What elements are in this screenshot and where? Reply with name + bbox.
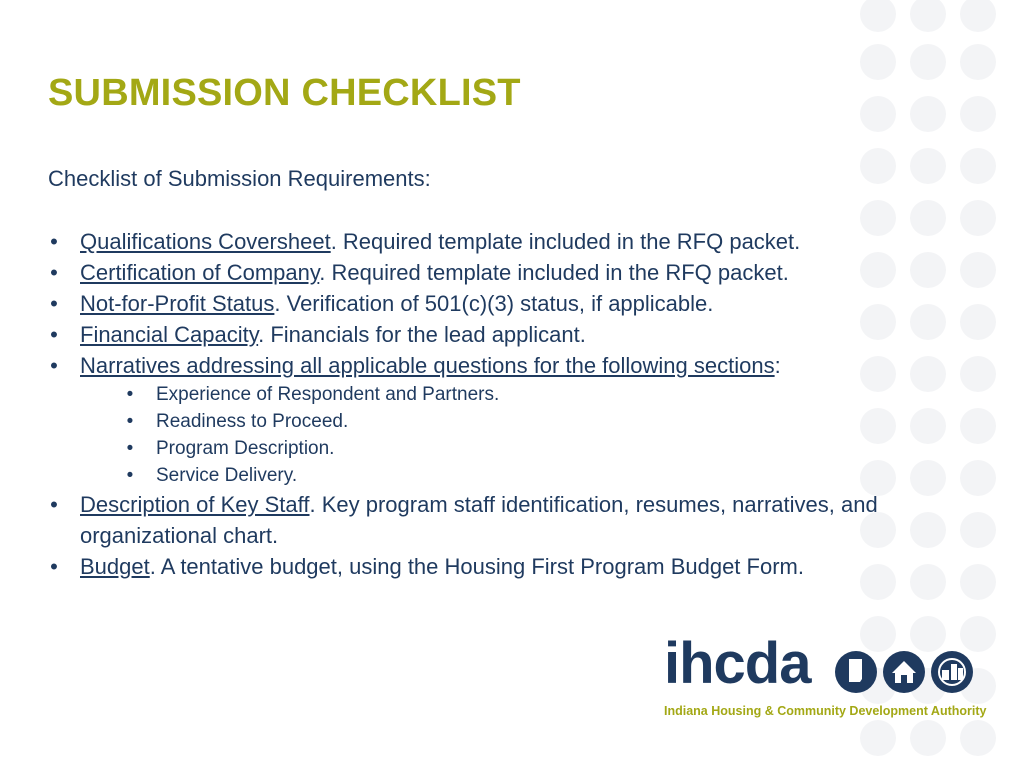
- sublist-item-text: Program Description.: [156, 438, 335, 459]
- submission-checklist: [44, 226, 974, 582]
- checklist-item-text: . Required template included in the RFQ packet.: [319, 260, 789, 285]
- sublist-item-text: Experience of Respondent and Partners.: [156, 384, 500, 405]
- house-icon: [883, 651, 925, 693]
- bullet-icon: •: [50, 554, 58, 579]
- qualifications-coversheet-link[interactable]: Qualifications Coversheet: [80, 229, 331, 254]
- bullet-icon: •: [50, 353, 58, 378]
- checklist-item-text: :: [774, 353, 781, 378]
- bullet-icon: •: [126, 384, 134, 405]
- logo-tagline: Indiana Housing & Community Development Authority: [664, 704, 987, 718]
- checklist-item-text: . A tentative budget, using the Housing First Program Budget Form.: [149, 554, 804, 579]
- indiana-state-icon: [835, 651, 877, 693]
- ihcda-logo: [664, 631, 987, 730]
- bullet-icon: •: [50, 291, 58, 316]
- community-icon: [931, 651, 973, 693]
- checklist-item: [44, 489, 974, 551]
- checklist-item: [44, 257, 974, 288]
- sublist-item: [80, 381, 974, 408]
- sublist-item: [80, 462, 974, 489]
- logo-wordmark: ihcda: [664, 631, 811, 696]
- checklist-item-text: . Financials for the lead applicant.: [258, 322, 586, 347]
- sublist-item-text: Readiness to Proceed.: [156, 411, 349, 432]
- checklist-item-text: . Key program staff identification, resumes, narratives, and organizational chart.: [80, 492, 878, 548]
- narratives-link[interactable]: Narratives addressing all applicable questions for the following sections: [80, 353, 775, 378]
- checklist-item: [44, 226, 974, 257]
- checklist-item: [44, 319, 974, 350]
- description-of-key-staff-link[interactable]: Description of Key Staff: [80, 492, 310, 517]
- bullet-icon: •: [50, 322, 58, 347]
- financial-capacity-link[interactable]: Financial Capacity: [80, 322, 259, 347]
- bullet-icon: •: [50, 492, 58, 517]
- bullet-icon: •: [126, 438, 134, 459]
- bullet-icon: •: [126, 465, 134, 486]
- slide-title: SUBMISSION CHECKLIST: [48, 72, 521, 114]
- sublist-item-text: Service Delivery.: [156, 465, 298, 486]
- bullet-icon: •: [126, 411, 134, 432]
- logo-icons: [834, 646, 974, 696]
- certification-of-company-link[interactable]: Certification of Company: [80, 260, 320, 285]
- bullet-icon: •: [50, 229, 58, 254]
- budget-link[interactable]: Budget: [80, 554, 150, 579]
- bullet-icon: •: [50, 260, 58, 285]
- checklist-item: [44, 551, 974, 582]
- checklist-item-text: . Required template included in the RFQ packet.: [330, 229, 801, 254]
- sublist-item: [80, 408, 974, 435]
- checklist-item: [44, 288, 974, 319]
- checklist-item-text: . Verification of 501(c)(3) status, if applicable.: [274, 291, 714, 316]
- checklist-intro: Checklist of Submission Requirements:: [48, 166, 431, 191]
- narrative-sections-sublist: [80, 381, 974, 489]
- checklist-item: [44, 350, 974, 489]
- not-for-profit-status-link[interactable]: Not-for-Profit Status: [80, 291, 275, 316]
- sublist-item: [80, 435, 974, 462]
